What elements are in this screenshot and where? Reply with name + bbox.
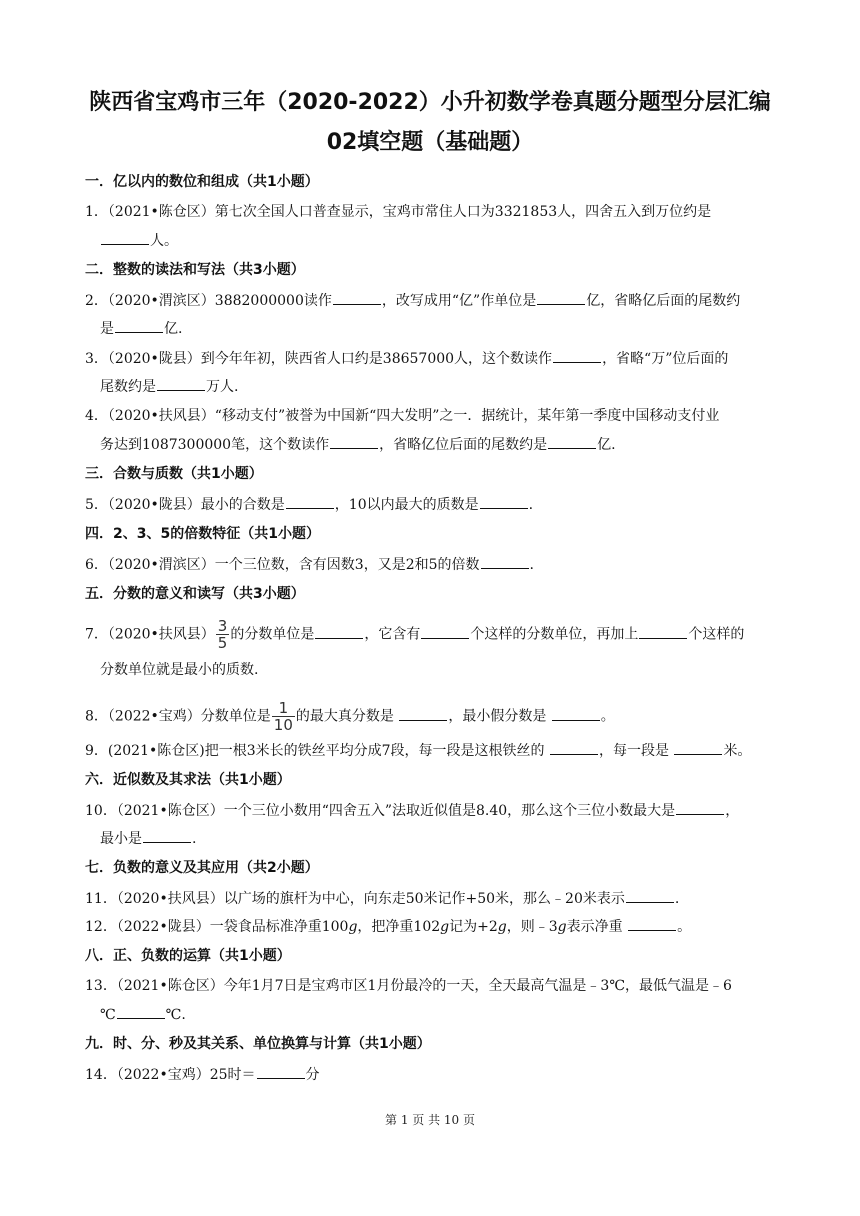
question-7-cont: 分数单位就是最小的质数. bbox=[100, 662, 259, 678]
answer-blank[interactable] bbox=[552, 706, 600, 721]
document-subtitle: 02填空题（基础题） bbox=[326, 130, 534, 155]
fraction-three-fifths: $\frac{3}{5}$ bbox=[217, 617, 228, 652]
question-5: 5．（2020•陇县）最小的合数是 ，10以内最大的质数是 . bbox=[85, 494, 533, 515]
answer-blank[interactable] bbox=[537, 290, 585, 305]
answer-blank[interactable] bbox=[628, 916, 676, 931]
section-heading: 六．近似数及其求法（共1小题） bbox=[85, 772, 291, 788]
fraction-one-tenth: $\frac{1}{10}$ bbox=[273, 699, 293, 734]
answer-blank[interactable] bbox=[143, 828, 191, 843]
question-10: 10．（2021•陈仓区）一个三位小数用“四舍五入”法取近似值是8.40，那么这个三位小数最大是 ， bbox=[85, 800, 739, 821]
answer-blank[interactable] bbox=[315, 624, 363, 639]
section-heading: 七．负数的意义及其应用（共2小题） bbox=[85, 860, 319, 876]
section-heading: 四．2、3、5的倍数特征（共1小题） bbox=[85, 526, 320, 542]
question-4-cont: 务达到1087300000笔，这个数读作 ，省略亿位后面的尾数约是 亿. bbox=[100, 434, 616, 455]
section-heading: 二．整数的读法和写法（共3小题） bbox=[85, 262, 305, 278]
question-13-cont: ℃ ℃. bbox=[100, 1004, 186, 1025]
question-9: 9．(2021•陈仓区)把一根3米长的铁丝平均分成7段，每一段是这根铁丝的 ，每一段是 米。 bbox=[85, 740, 751, 761]
section-heading: 八．正、负数的运算（共1小题） bbox=[85, 948, 291, 964]
answer-blank[interactable] bbox=[115, 318, 163, 333]
question-7: 7．（2020•扶风县） $\frac{3}{5}$ 的分数单位是 ，它含有 个这样的分数单位，再加上 个这样的 bbox=[85, 617, 745, 652]
section-heading: 一．亿以内的数位和组成（共1小题） bbox=[85, 174, 319, 190]
answer-blank[interactable] bbox=[330, 434, 378, 449]
answer-blank[interactable] bbox=[480, 494, 528, 509]
answer-blank[interactable] bbox=[626, 888, 674, 903]
question-12: 12．（2022•陇县）一袋食品标准净重100g，把净重102g记为+2g，则﹣3g表示净重 。 bbox=[85, 916, 691, 937]
question-11: 11．（2020•扶风县）以广场的旗杆为中心，向东走50米记作+50米，那么﹣20米表示 . bbox=[85, 888, 679, 909]
answer-blank[interactable] bbox=[674, 740, 722, 755]
document-title: 陕西省宝鸡市三年（2020-2022）小升初数学卷真题分题型分层汇编 bbox=[89, 90, 771, 115]
answer-blank[interactable] bbox=[117, 1004, 165, 1019]
question-8: 8．（2022•宝鸡）分数单位是 $\frac{1}{10}$ 的最大真分数是 ，最小假分数是 。 bbox=[85, 699, 615, 734]
question-2: 2．（2020•渭滨区）3882000000读作 ，改写成用“亿”作单位是 亿，省略亿后面的尾数约 bbox=[85, 290, 740, 311]
question-14: 14．（2022•宝鸡）25时＝ 分 bbox=[85, 1064, 320, 1085]
answer-blank[interactable] bbox=[257, 1064, 305, 1079]
question-6: 6．（2020•渭滨区）一个三位数，含有因数3，又是2和5的倍数 . bbox=[85, 554, 534, 575]
question-1: 1．（2021•陈仓区）第七次全国人口普查显示，宝鸡市常住人口为3321853人，四舍五入到万位约是 bbox=[85, 204, 712, 220]
answer-blank[interactable] bbox=[639, 624, 687, 639]
answer-blank[interactable] bbox=[399, 706, 447, 721]
page-footer: 第 1 页 共 10 页 bbox=[385, 1113, 475, 1127]
answer-blank[interactable] bbox=[481, 554, 529, 569]
question-3-cont: 尾数约是 万人. bbox=[100, 376, 238, 397]
answer-blank[interactable] bbox=[333, 290, 381, 305]
answer-blank[interactable] bbox=[548, 434, 596, 449]
question-13: 13．（2021•陈仓区）今年1月7日是宝鸡市区1月份最冷的一天，全天最高气温是﹣3℃，最低气温是﹣6 bbox=[85, 978, 732, 994]
question-10-cont: 最小是 . bbox=[100, 828, 196, 849]
question-3: 3．（2020•陇县）到今年年初，陕西省人口约是38657000人，这个数读作 ，省略“万”位后面的 bbox=[85, 348, 728, 369]
section-heading: 三．合数与质数（共1小题） bbox=[85, 466, 263, 482]
answer-blank[interactable] bbox=[676, 800, 724, 815]
question-4: 4．（2020•扶风县）“移动支付”被誉为中国新“四大发明”之一．据统计，某年第一季度中国移动支付业 bbox=[85, 408, 720, 424]
question-2-cont: 是 亿. bbox=[100, 318, 182, 339]
answer-blank[interactable] bbox=[101, 230, 149, 245]
section-heading: 五．分数的意义和读写（共3小题） bbox=[85, 586, 305, 602]
answer-blank[interactable] bbox=[553, 348, 601, 363]
answer-blank[interactable] bbox=[286, 494, 334, 509]
answer-blank[interactable] bbox=[421, 624, 469, 639]
answer-blank[interactable] bbox=[550, 740, 598, 755]
question-1-cont: 人。 bbox=[100, 230, 178, 251]
answer-blank[interactable] bbox=[157, 376, 205, 391]
section-heading: 九．时、分、秒及其关系、单位换算与计算（共1小题） bbox=[85, 1036, 431, 1052]
